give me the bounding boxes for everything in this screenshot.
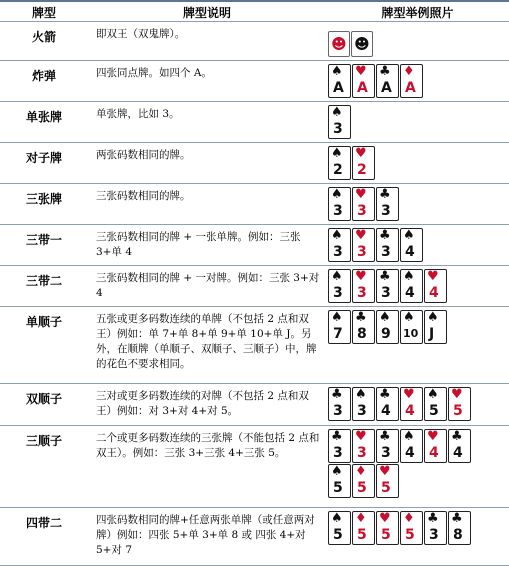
playing-card xyxy=(400,387,423,421)
playing-card xyxy=(328,187,351,221)
card-type-description: 四张码数相同的牌+任意两张单牌（或任意两对牌）例如：四张 5+单 3+单 8 或 四张 4+对 5+对 7 xyxy=(88,508,326,566)
card-type-name: 单顺子 xyxy=(0,307,88,384)
playing-card xyxy=(376,64,399,98)
card-suit-icon: ♠ xyxy=(331,105,343,120)
playing-card xyxy=(352,187,375,221)
card-row xyxy=(328,464,509,498)
playing-card xyxy=(376,511,399,545)
table-header-row xyxy=(0,1,509,22)
playing-card xyxy=(328,387,351,421)
playing-card xyxy=(424,387,447,421)
playing-card xyxy=(352,269,375,303)
card-rank: 2 xyxy=(357,162,367,178)
playing-card xyxy=(376,429,399,463)
card-type-name: 炸弹 xyxy=(0,61,88,102)
card-rank: 5 xyxy=(381,480,391,496)
card-type-description: 三张码数相同的牌 + 一张单牌。例如：三张 3+单 4 xyxy=(88,225,326,266)
card-rank: 9 xyxy=(381,326,391,342)
card-suit-icon: ♠ xyxy=(331,464,343,479)
card-type-name: 三张牌 xyxy=(0,184,88,225)
card-rank: 5 xyxy=(453,403,463,419)
playing-card xyxy=(424,511,447,545)
playing-card xyxy=(352,228,375,262)
card-type-name: 三带二 xyxy=(0,266,88,307)
playing-card xyxy=(352,64,375,98)
table-row xyxy=(0,266,509,307)
card-row xyxy=(328,511,509,545)
card-type-description: 三张码数相同的牌 + 一对牌。例如：三张 3+对 4 xyxy=(88,266,326,307)
card-rank: 3 xyxy=(357,445,367,461)
card-suit-icon: ♠ xyxy=(331,187,343,202)
card-example xyxy=(326,102,509,143)
card-suit-icon: ♥ xyxy=(355,64,367,79)
card-suit-icon: ♦ xyxy=(355,464,367,479)
card-suit-icon: ♥ xyxy=(355,228,367,243)
card-rank: 8 xyxy=(357,326,367,342)
card-rank: J xyxy=(429,326,435,342)
card-rank: 3 xyxy=(333,203,343,219)
playing-card xyxy=(352,146,375,180)
card-suit-icon: ♣ xyxy=(379,187,391,202)
playing-card xyxy=(352,464,375,498)
card-suit-icon: ♠ xyxy=(427,310,439,325)
card-rank: 5 xyxy=(333,480,343,496)
card-rank: 3 xyxy=(381,285,391,301)
card-type-description: 二个或更多码数连续的三张牌（不能包括 2 点和双王）。例如：三张 3+三张 4+三张 5。 xyxy=(88,426,326,508)
card-example xyxy=(326,184,509,225)
playing-card xyxy=(328,310,351,344)
card-suit-icon: ♥ xyxy=(427,269,439,284)
card-example xyxy=(326,61,509,102)
card-example xyxy=(326,143,509,184)
playing-card xyxy=(448,387,471,421)
table-row xyxy=(0,225,509,266)
card-row xyxy=(328,64,509,98)
playing-card xyxy=(448,429,471,463)
playing-card xyxy=(376,387,399,421)
playing-card xyxy=(328,511,351,545)
playing-card xyxy=(424,310,447,344)
playing-card xyxy=(328,105,351,139)
card-rank: 4 xyxy=(405,244,415,260)
card-type-name: 火箭 xyxy=(0,22,88,61)
card-suit-icon: ♦ xyxy=(355,511,367,526)
card-suit-icon: ♥ xyxy=(355,146,367,161)
card-rank: 3 xyxy=(333,403,343,419)
card-row xyxy=(328,105,509,139)
card-suit-icon: ♥ xyxy=(355,429,367,444)
card-suit-icon: ♦ xyxy=(403,511,415,526)
card-suit-icon: ♣ xyxy=(355,310,367,325)
card-suit-icon: ♥ xyxy=(355,187,367,202)
card-rank: 3 xyxy=(357,203,367,219)
card-suit-icon: ♣ xyxy=(331,387,343,402)
card-suit-icon: ♠ xyxy=(355,387,367,402)
card-suit-icon: ♠ xyxy=(331,228,343,243)
card-row xyxy=(328,387,509,421)
card-rank: 3 xyxy=(357,244,367,260)
card-suit-icon: ♣ xyxy=(379,429,391,444)
card-suit-icon: ♥ xyxy=(451,387,463,402)
card-rank: A xyxy=(381,80,392,96)
card-type-name: 双顺子 xyxy=(0,384,88,426)
card-example xyxy=(326,225,509,266)
table-row xyxy=(0,22,509,61)
card-type-name: 三顺子 xyxy=(0,426,88,508)
card-row xyxy=(328,429,509,463)
red-joker-icon: ☻ xyxy=(328,31,350,57)
table-row xyxy=(0,384,509,426)
playing-card xyxy=(328,146,351,180)
card-rank: 3 xyxy=(333,445,343,461)
card-type-description: 两张码数相同的牌。 xyxy=(88,143,326,184)
card-rank: 3 xyxy=(333,121,343,137)
playing-card xyxy=(352,511,375,545)
card-rank: 5 xyxy=(333,527,343,543)
table-row xyxy=(0,143,509,184)
playing-card xyxy=(400,429,423,463)
card-row xyxy=(328,228,509,262)
card-rank: A xyxy=(333,80,344,96)
card-suit-icon: ♥ xyxy=(403,387,415,402)
card-rank: 3 xyxy=(357,403,367,419)
card-type-description: 四张同点牌。如四个 A。 xyxy=(88,61,326,102)
card-rank: 5 xyxy=(405,527,415,543)
playing-card xyxy=(400,228,423,262)
card-suit-icon: ♠ xyxy=(331,511,343,526)
card-rank: 2 xyxy=(333,162,343,178)
card-rank: 5 xyxy=(429,403,439,419)
playing-card xyxy=(376,310,399,344)
card-rank: 3 xyxy=(333,285,343,301)
card-suit-icon: ♠ xyxy=(427,387,439,402)
playing-card xyxy=(352,429,375,463)
card-suit-icon: ♥ xyxy=(355,269,367,284)
card-suit-icon: ♠ xyxy=(403,269,415,284)
card-suit-icon: ♠ xyxy=(379,310,391,325)
card-type-description: 三张码数相同的牌。 xyxy=(88,184,326,225)
card-row xyxy=(328,310,509,344)
table-row xyxy=(0,426,509,508)
card-rank: 4 xyxy=(381,403,391,419)
table-row xyxy=(0,184,509,225)
card-suit-icon: ♣ xyxy=(379,228,391,243)
black-joker-icon: ☻ xyxy=(351,31,373,57)
playing-card xyxy=(328,464,351,498)
card-rank: 8 xyxy=(453,527,463,543)
card-suit-icon: ♣ xyxy=(379,387,391,402)
card-suit-icon: ♣ xyxy=(451,429,463,444)
card-rank: 5 xyxy=(381,527,391,543)
card-rank: 4 xyxy=(405,285,415,301)
card-suit-icon: ♠ xyxy=(403,228,415,243)
header-type: 牌型 xyxy=(0,1,88,22)
card-suit-icon: ♥ xyxy=(379,464,391,479)
card-type-name: 单张牌 xyxy=(0,102,88,143)
table-row xyxy=(0,102,509,143)
card-type-description: 五张或更多码数连续的单牌（不包括 2 点和双王）例如：单 7+单 8+单 9+单 10+单 J。另外，在顺牌（单顺子、双顺子、三顺子）中，牌的花色不要求相同。 xyxy=(88,307,326,384)
card-suit-icon: ♥ xyxy=(379,511,391,526)
card-example xyxy=(326,426,509,508)
card-rank: 3 xyxy=(357,285,367,301)
playing-card xyxy=(400,310,423,344)
card-rank: 4 xyxy=(453,445,463,461)
card-type-description: 即双王（双鬼牌）。 xyxy=(88,22,326,61)
card-rank: 4 xyxy=(429,445,439,461)
card-type-name: 四带二 xyxy=(0,508,88,566)
card-row xyxy=(328,187,509,221)
playing-card xyxy=(424,429,447,463)
header-description: 牌型说明 xyxy=(88,1,326,22)
card-suit-icon: ♣ xyxy=(379,64,391,79)
card-row xyxy=(328,146,509,180)
card-type-description: 三对或更多码数连续的对牌（不包括 2 点和双王）例如：对 3+对 4+对 5。 xyxy=(88,384,326,426)
card-rank: 3 xyxy=(381,244,391,260)
playing-card xyxy=(400,511,423,545)
card-rank: 4 xyxy=(429,285,439,301)
playing-card xyxy=(376,187,399,221)
playing-card xyxy=(448,511,471,545)
card-suit-icon: ♠ xyxy=(403,310,415,325)
card-suit-icon: ♠ xyxy=(331,64,343,79)
playing-card xyxy=(400,64,423,98)
card-rank: 5 xyxy=(357,480,367,496)
card-type-name: 三带一 xyxy=(0,225,88,266)
card-example xyxy=(326,266,509,307)
playing-card xyxy=(424,269,447,303)
card-rank: 3 xyxy=(429,527,439,543)
card-example xyxy=(326,307,509,384)
card-suit-icon: ♣ xyxy=(427,511,439,526)
card-rank: 3 xyxy=(381,203,391,219)
card-suit-icon: ♣ xyxy=(379,269,391,284)
card-rank: 10 xyxy=(403,327,419,340)
playing-card xyxy=(352,310,375,344)
card-rank: 7 xyxy=(333,326,343,342)
card-type-description: 单张牌，比如 3。 xyxy=(88,102,326,143)
playing-card xyxy=(400,269,423,303)
playing-card xyxy=(328,269,351,303)
card-rank: 3 xyxy=(333,244,343,260)
playing-card xyxy=(328,64,351,98)
card-suit-icon: ♠ xyxy=(331,146,343,161)
card-suit-icon: ♥ xyxy=(427,429,439,444)
card-rank: 3 xyxy=(381,445,391,461)
card-rank: A xyxy=(405,80,416,96)
card-example xyxy=(326,22,509,61)
table-row xyxy=(0,508,509,566)
card-suit-icon: ♦ xyxy=(403,64,415,79)
card-suit-icon: ♣ xyxy=(331,429,343,444)
card-type-name: 对子牌 xyxy=(0,143,88,184)
card-example xyxy=(326,384,509,426)
playing-card xyxy=(376,228,399,262)
table-row xyxy=(0,61,509,102)
table-row xyxy=(0,307,509,384)
card-example xyxy=(326,508,509,566)
card-suit-icon: ♠ xyxy=(403,429,415,444)
card-rank: 4 xyxy=(405,445,415,461)
card-suit-icon: ♠ xyxy=(331,269,343,284)
playing-card xyxy=(328,228,351,262)
card-row xyxy=(328,269,509,303)
playing-card xyxy=(328,429,351,463)
card-rank: 5 xyxy=(357,527,367,543)
card-suit-icon: ♣ xyxy=(451,511,463,526)
header-example: 牌型举例照片 xyxy=(326,1,509,22)
playing-card xyxy=(376,464,399,498)
playing-card xyxy=(376,269,399,303)
card-rank: A xyxy=(357,80,368,96)
card-rank: 4 xyxy=(405,403,415,419)
card-suit-icon: ♠ xyxy=(331,310,343,325)
playing-card xyxy=(352,387,375,421)
